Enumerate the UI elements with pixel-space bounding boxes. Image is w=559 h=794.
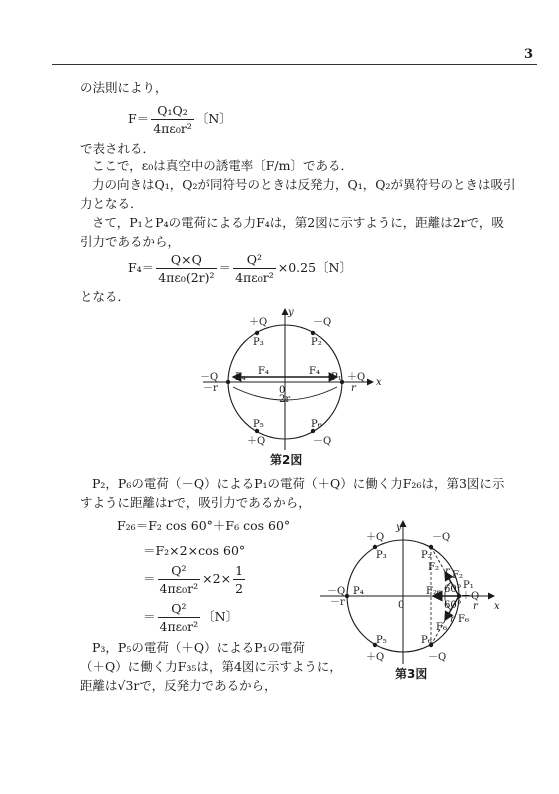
paragraph-line: すように距離はrで，吸引力であるから， <box>80 495 311 510</box>
header-rule <box>52 64 537 65</box>
paragraph-line: 力の向きはQ₁，Q₂が同符号のときは反発力，Q₁，Q₂が異符号のときは吸引 <box>92 177 516 192</box>
fig3-r-label: r <box>445 566 450 577</box>
paragraph-line: （＋Q）に働く力F₃₅は，第4図に示すように， <box>80 659 342 674</box>
fig2-point-label: P₃ <box>253 337 264 348</box>
fraction-denominator: 4πε₀(2r)² <box>158 270 215 285</box>
fig2-charge-point <box>311 331 315 335</box>
fig3-r-label: r <box>450 614 455 625</box>
paragraph-line: ここで，ε₀は真空中の誘電率〔F/m〕である． <box>92 158 353 173</box>
eq-mid: ×2× <box>202 571 232 586</box>
equation-f26-line: F₂₆＝F₂ cos 60°＋F₆ cos 60° <box>117 518 291 533</box>
fig3-point-label: P₁ <box>463 580 474 591</box>
fig3-point-label: P₄ <box>353 586 364 597</box>
fraction-numerator: Q² <box>158 601 201 618</box>
fig3-force-label: F₆ <box>436 622 447 633</box>
fraction <box>233 563 245 596</box>
fig2-r-label: －r <box>203 383 218 394</box>
fig2-charge-label: ＋Q <box>347 372 366 383</box>
fig3-y-label: y <box>396 522 402 533</box>
fig2-point-label: P₅ <box>253 419 264 430</box>
paragraph-line: の法則により， <box>80 80 168 95</box>
equation-f26-line: ＝F₂×2×cos 60° <box>143 543 246 558</box>
eq-equals: ＝ <box>143 571 156 586</box>
fraction-numerator: Q² <box>158 563 201 580</box>
fig3-force-label: F₂ <box>452 570 463 581</box>
fig3-charge-label: ＋Q <box>461 591 480 602</box>
fig3-charge-point <box>429 545 433 549</box>
fig3-charge-point <box>373 545 377 549</box>
paragraph-line: となる． <box>80 289 131 304</box>
fig3-charge-label: ＋Q <box>366 652 385 663</box>
fig3-point-label: P₆ <box>421 635 432 646</box>
figure-3-caption: 第3図 <box>395 667 428 681</box>
equation-f26-line <box>143 563 247 596</box>
paragraph-line: 引力であるから， <box>80 234 181 249</box>
fig3-point-label: P₂ <box>421 550 432 561</box>
eq-lhs: F＝ <box>128 111 150 126</box>
eq-tail: ×0.25〔N〕 <box>277 260 352 275</box>
eq-equals: ＝ <box>143 609 156 624</box>
fraction <box>158 601 201 634</box>
fig2-charge-label: －Q <box>200 372 219 383</box>
paragraph-line: 距離は√3rで，反発力であるから， <box>80 678 277 693</box>
fig3-force-label: F₂₆ <box>426 586 441 597</box>
fig3-force-label: F₆ <box>458 614 469 625</box>
fig3-r-label: r <box>473 601 478 612</box>
fig2-x-label: x <box>376 377 382 388</box>
equation-f4 <box>128 252 352 285</box>
fig2-charge-label: ＋Q <box>247 436 266 447</box>
fig3-charge-point <box>345 594 349 598</box>
fig3-point-label: P₅ <box>376 635 387 646</box>
fig2-point-label: P₆ <box>311 419 322 430</box>
page-number: 3 <box>523 47 533 62</box>
fig2-charge-label: －Q <box>313 317 332 328</box>
figure-2-caption: 第2図 <box>270 453 303 467</box>
paragraph-line: 力となる． <box>80 196 143 211</box>
fraction-numerator: Q² <box>233 252 276 269</box>
fig2-charge-label: －Q <box>313 436 332 447</box>
fraction-denominator: 2 <box>235 581 244 596</box>
fraction-denominator: 4πε₀r² <box>159 619 199 634</box>
equation-f26-line <box>143 601 238 634</box>
eq-equals: ＝ <box>218 260 232 275</box>
fig3-point-label: P₃ <box>376 550 387 561</box>
fig3-charge-label: －Q <box>428 652 447 663</box>
paragraph-line: P₂，P₆の電荷（－Q）によるP₁の電荷（＋Q）に働く力F₂₆は，第3図に示 <box>92 476 505 491</box>
paragraph-line: さて，P₁とP₄の電荷による力F₄は，第2図に示すように，距離は2rで，吸 <box>92 215 504 230</box>
fig3-force-label: F₂ <box>428 562 439 573</box>
fig3-charge-label: ＋Q <box>366 532 385 543</box>
eq-lhs: F₄＝ <box>128 260 155 275</box>
fig2-point-label: P₂ <box>311 337 322 348</box>
fraction-denominator: 4πε₀r² <box>153 121 192 136</box>
fraction-numerator: 1 <box>235 563 244 578</box>
paragraph-line: P₃，P₅の電荷（＋Q）によるP₁の電荷 <box>92 640 306 655</box>
fig2-force-label: F₄ <box>258 366 269 377</box>
fig3-r-label: －r <box>330 597 345 608</box>
figure-2-diagram <box>195 305 390 455</box>
fig3-angle-label: 60° <box>444 584 462 595</box>
fig3-origin: 0 <box>398 600 405 611</box>
fig3-x-label: x <box>494 601 500 612</box>
fig2-point-label: P₄ <box>235 372 246 383</box>
fig2-r-label: r <box>351 383 356 394</box>
fraction-denominator: 4πε₀r² <box>235 270 274 285</box>
fig2-charge-point <box>226 380 230 384</box>
fraction-numerator: Q×Q <box>156 252 216 269</box>
fraction <box>158 563 201 596</box>
equation-coulomb <box>128 103 232 136</box>
fig3-charge-label: －Q <box>327 586 346 597</box>
fraction-numerator: Q₁Q₂ <box>151 103 194 120</box>
fig2-force-label: F₄ <box>309 366 320 377</box>
fig2-charge-label: ＋Q <box>249 317 268 328</box>
paragraph-line: で表される． <box>80 141 156 156</box>
fig2-charge-point <box>255 331 259 335</box>
fig3-charge-label: －Q <box>432 532 451 543</box>
fraction <box>151 103 194 136</box>
fraction <box>233 252 276 285</box>
figure-3-diagram <box>318 518 508 668</box>
fig3-angle-label: 60° <box>444 600 462 611</box>
fig2-distance-label: 2r <box>279 394 291 405</box>
fig2-point-label: P₁ <box>331 372 342 383</box>
fraction-denominator: 4πε₀r² <box>159 581 199 596</box>
fraction <box>156 252 216 285</box>
eq-unit: 〔N〕 <box>202 609 239 624</box>
fig2-y-label: y <box>288 307 294 318</box>
eq-unit: 〔N〕 <box>195 111 232 126</box>
fig2-origin: 0 <box>279 385 286 396</box>
